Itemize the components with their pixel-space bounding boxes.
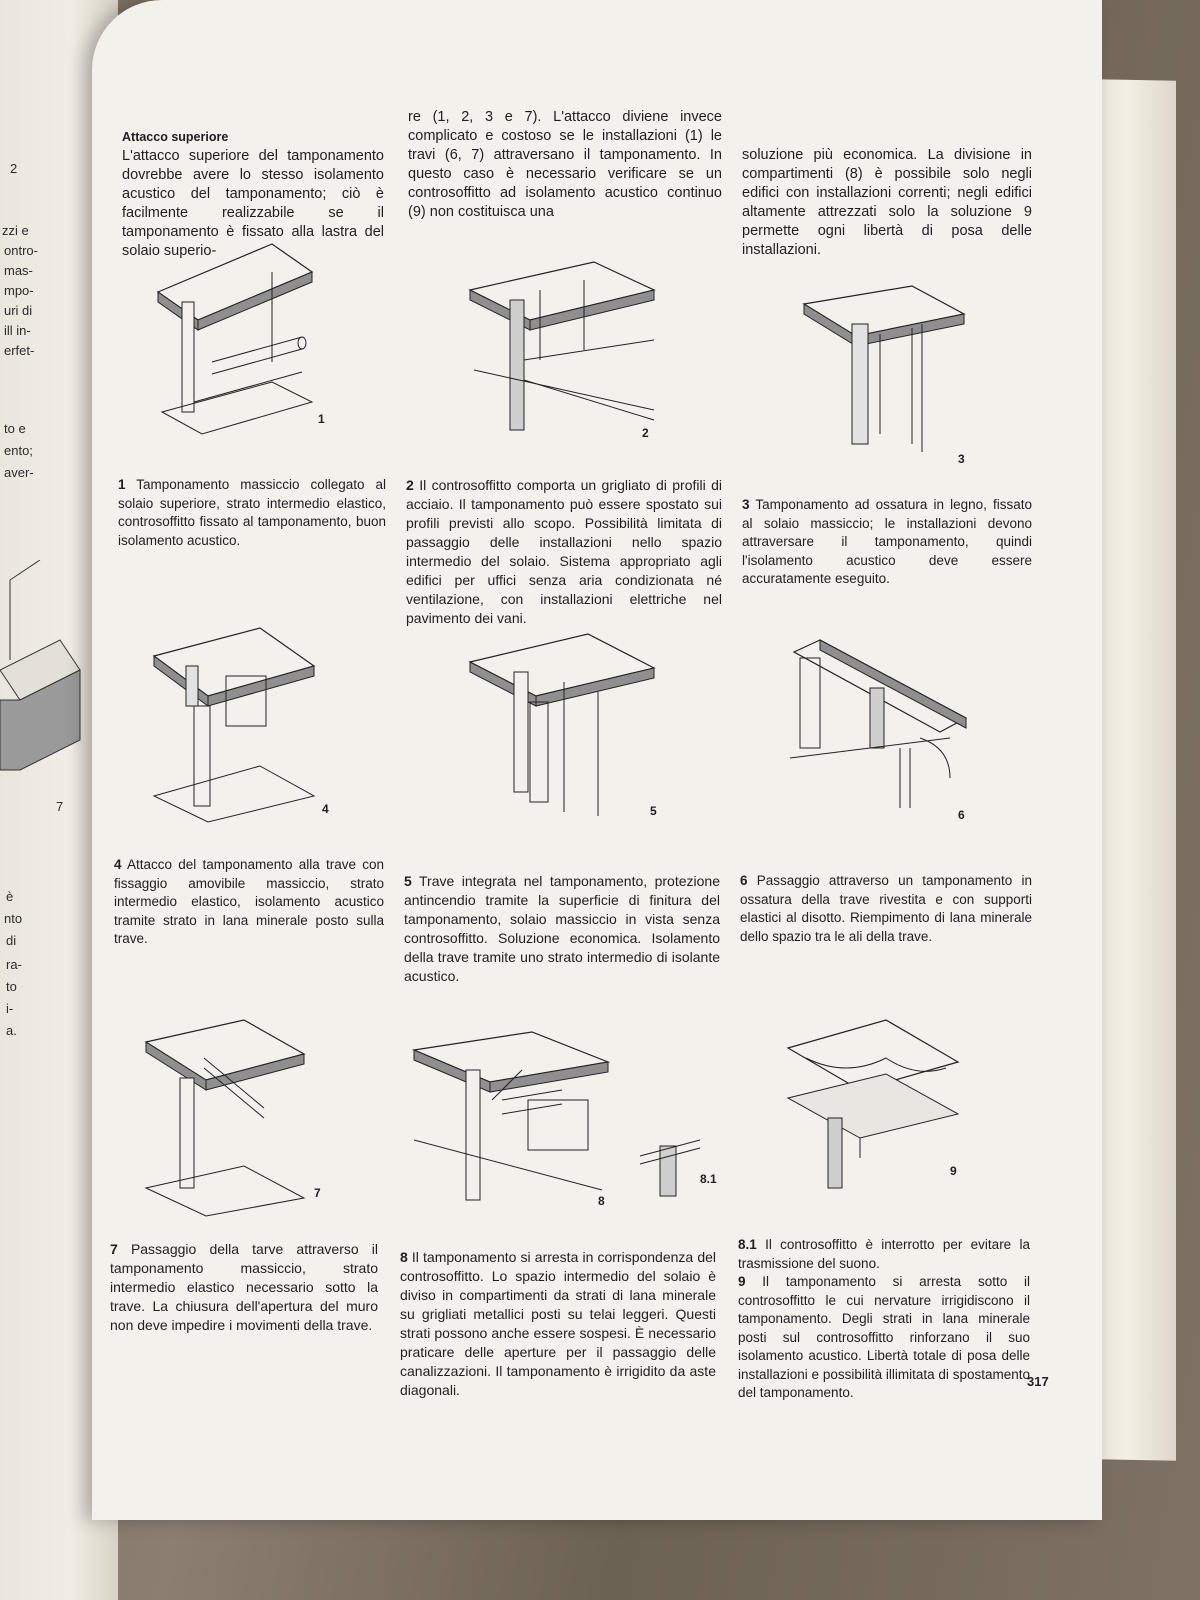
page-edges — [1095, 79, 1176, 1460]
left-fragment: zzi e — [2, 223, 29, 238]
left-fragment: ento; — [4, 443, 33, 458]
left-fragment: to e — [4, 421, 26, 436]
caption-9-text: Il tamponamento si arresta sotto il controsoffitto le cui nervature irrigidiscono il tamponamento. Degli strati in lana minerale posti sul controsoffitto rinforzano il suo isolamento acustico. Libertà totale di posa delle installazioni e possibilità illimitata di spostamento del tamponamento. — [738, 1274, 1030, 1400]
left-fragment: a. — [6, 1023, 17, 1038]
figure-8-number: 8 — [598, 1194, 605, 1208]
caption-9-number: 9 — [738, 1274, 746, 1289]
figure-4-drawing — [150, 626, 330, 826]
caption-2 — [406, 476, 722, 628]
page-number: 317 — [1027, 1374, 1049, 1389]
figure-3-drawing — [802, 284, 972, 464]
caption-4-text: Attacco del tamponamento alla trave con fissaggio amovibile massiccio, strato intermedio elastico, isolamento acustico tramite strato in lana minerale posto sulla trave. — [114, 857, 384, 946]
caption-8-1-and-9 — [738, 1236, 1030, 1403]
caption-6-number: 6 — [740, 873, 748, 888]
left-fragment: i- — [6, 1001, 14, 1016]
figure-7-drawing — [144, 1018, 324, 1218]
figure-9-number: 9 — [950, 1164, 957, 1178]
figure-7-number: 7 — [314, 1186, 321, 1200]
intro-text-1: L'attacco superiore del tamponamento dovrebbe avere lo stesso isolamento acustico del tamponamento; ciò è facilmente realizzabile se il tamponamento è fissato alla lastra del solaio superio- — [122, 148, 384, 259]
left-fragment: 7 — [56, 799, 64, 814]
figure-9 — [786, 1018, 966, 1203]
left-fragment: ra- — [6, 957, 22, 972]
figure-8-1 — [640, 1136, 717, 1211]
caption-8 — [400, 1248, 716, 1400]
left-fragment: mas- — [4, 263, 33, 278]
figure-5-number: 5 — [650, 804, 657, 818]
caption-1 — [118, 476, 386, 550]
figure-5-drawing — [468, 632, 668, 822]
caption-3-text: Tamponamento ad ossatura in legno, fissato al solaio massiccio; le installazioni devono attraversare il tamponamento, quindi l'isolamento acustico deve essere accuratamente eseguito. — [742, 497, 1032, 586]
caption-6-text: Passaggio attraverso un tamponamento in ossatura della trave rivestita e con supporti elastici al disotto. Riempimento di lana minerale dello spazio tra le ali della trave. — [740, 873, 1032, 944]
caption-3-number: 3 — [742, 497, 750, 512]
figure-8-1-drawing — [640, 1136, 710, 1206]
section-title: Attacco superiore — [122, 130, 229, 144]
left-fragment: to — [6, 979, 17, 994]
figure-8 — [412, 1030, 612, 1215]
caption-3 — [742, 496, 1032, 589]
figure-7 — [144, 1018, 324, 1223]
main-page — [92, 0, 1102, 1520]
intro-column-3: soluzione più economica. La divisione in compartimenti (8) è possibile solo negli edifici con installazioni correnti; negli edifici altamente attrezzati solo la soluzione 9 permette ogni libertà di posa delle installazioni. — [742, 147, 1032, 258]
figure-8-drawing — [412, 1030, 612, 1210]
figure-6-drawing — [790, 638, 970, 828]
figure-6 — [790, 638, 970, 833]
caption-8-number: 8 — [400, 1249, 408, 1265]
left-fragment: 2 — [10, 161, 18, 176]
figure-8-1-number: 8.1 — [700, 1172, 717, 1186]
caption-2-number: 2 — [406, 477, 414, 493]
caption-5-text: Trave integrata nel tamponamento, protezione antincendio tramite la superficie di finitura del tamponamento, solaio massiccio in vista senza controsoffitto. Soluzione economica. Isolamento della trave tramite uno strato intermedio di isolante acustico. — [404, 873, 720, 984]
caption-7-number: 7 — [110, 1241, 118, 1257]
left-fragment: erfet- — [4, 343, 35, 358]
caption-8-text: Il tamponamento si arresta in corrispondenza del controsoffitto. Lo spazio intermedio del solaio è diviso in compartimenti da strati di lana minerale su grigliati metallici posti su telai leggeri. Questi strati possono anche essere sospesi. È necessario praticare delle aperture per il passaggio delle canalizzazioni. Il tamponamento è irrigidito da aste diagonali. — [400, 1249, 717, 1398]
caption-8-1-number: 8.1 — [738, 1237, 757, 1252]
caption-7 — [110, 1240, 378, 1335]
figure-2 — [464, 260, 664, 465]
figure-4-number: 4 — [322, 802, 329, 816]
figure-3 — [802, 284, 972, 469]
figure-1-drawing — [152, 242, 332, 442]
figure-9-drawing — [786, 1018, 966, 1198]
figure-5 — [468, 632, 668, 827]
left-fragment: è — [6, 889, 14, 904]
caption-1-number: 1 — [118, 477, 126, 492]
caption-6 — [740, 872, 1032, 946]
caption-2-text: Il controsoffitto comporta un grigliato di profili di acciaio. Il tamponamento può essere spostato sui profili previsti allo scopo. Possibilità limitata di passaggio delle installazioni nello spazio intermedio del solaio. Sistema appropriato agli edifici per uffici senza aria condizionata né ventilazione, con installazioni elettriche nel pavimento dei vani. — [406, 477, 722, 626]
caption-1-text: Tamponamento massiccio collegato al solaio superiore, strato intermedio elastico, controsoffitto fissato al tamponamento, buon isolamento acustico. — [118, 477, 386, 548]
left-fragment: mpo- — [4, 283, 34, 298]
left-fragment: ill in- — [4, 323, 31, 338]
figure-1 — [152, 242, 332, 447]
figure-2-drawing — [464, 260, 664, 460]
figure-2-number: 2 — [642, 426, 649, 440]
left-fragment: ontro- — [4, 243, 38, 258]
caption-5-number: 5 — [404, 873, 412, 889]
left-fragment: aver- — [4, 465, 34, 480]
figure-4 — [150, 626, 330, 831]
caption-8-1-text: Il controsoffitto è interrotto per evitare la trasmissione del suono. — [738, 1237, 1030, 1271]
caption-4 — [114, 856, 384, 949]
caption-5 — [404, 872, 720, 986]
caption-4-number: 4 — [114, 857, 122, 872]
left-fragment: di — [6, 933, 17, 948]
figure-3-number: 3 — [958, 452, 965, 466]
intro-column-2: re (1, 2, 3 e 7). L'attacco diviene invece complicato e costoso se le installazioni (1) le travi (6, 7) attraversano il tamponamento. In questo caso è necessario verificare se un controsoffitto ad isolamento acustico continuo (9) non costituisca una — [408, 109, 722, 220]
left-fragment: nto — [4, 911, 23, 926]
figure-6-number: 6 — [958, 808, 965, 822]
left-fragment: uri di — [4, 303, 33, 318]
figure-1-number: 1 — [318, 412, 325, 426]
caption-7-text: Passaggio della tarve attraverso il tamponamento massiccio, strato intermedio elastico necessario sotto la trave. La chiusura dell'apertura del muro non deve impedire i movimenti della trave. — [110, 1241, 379, 1333]
